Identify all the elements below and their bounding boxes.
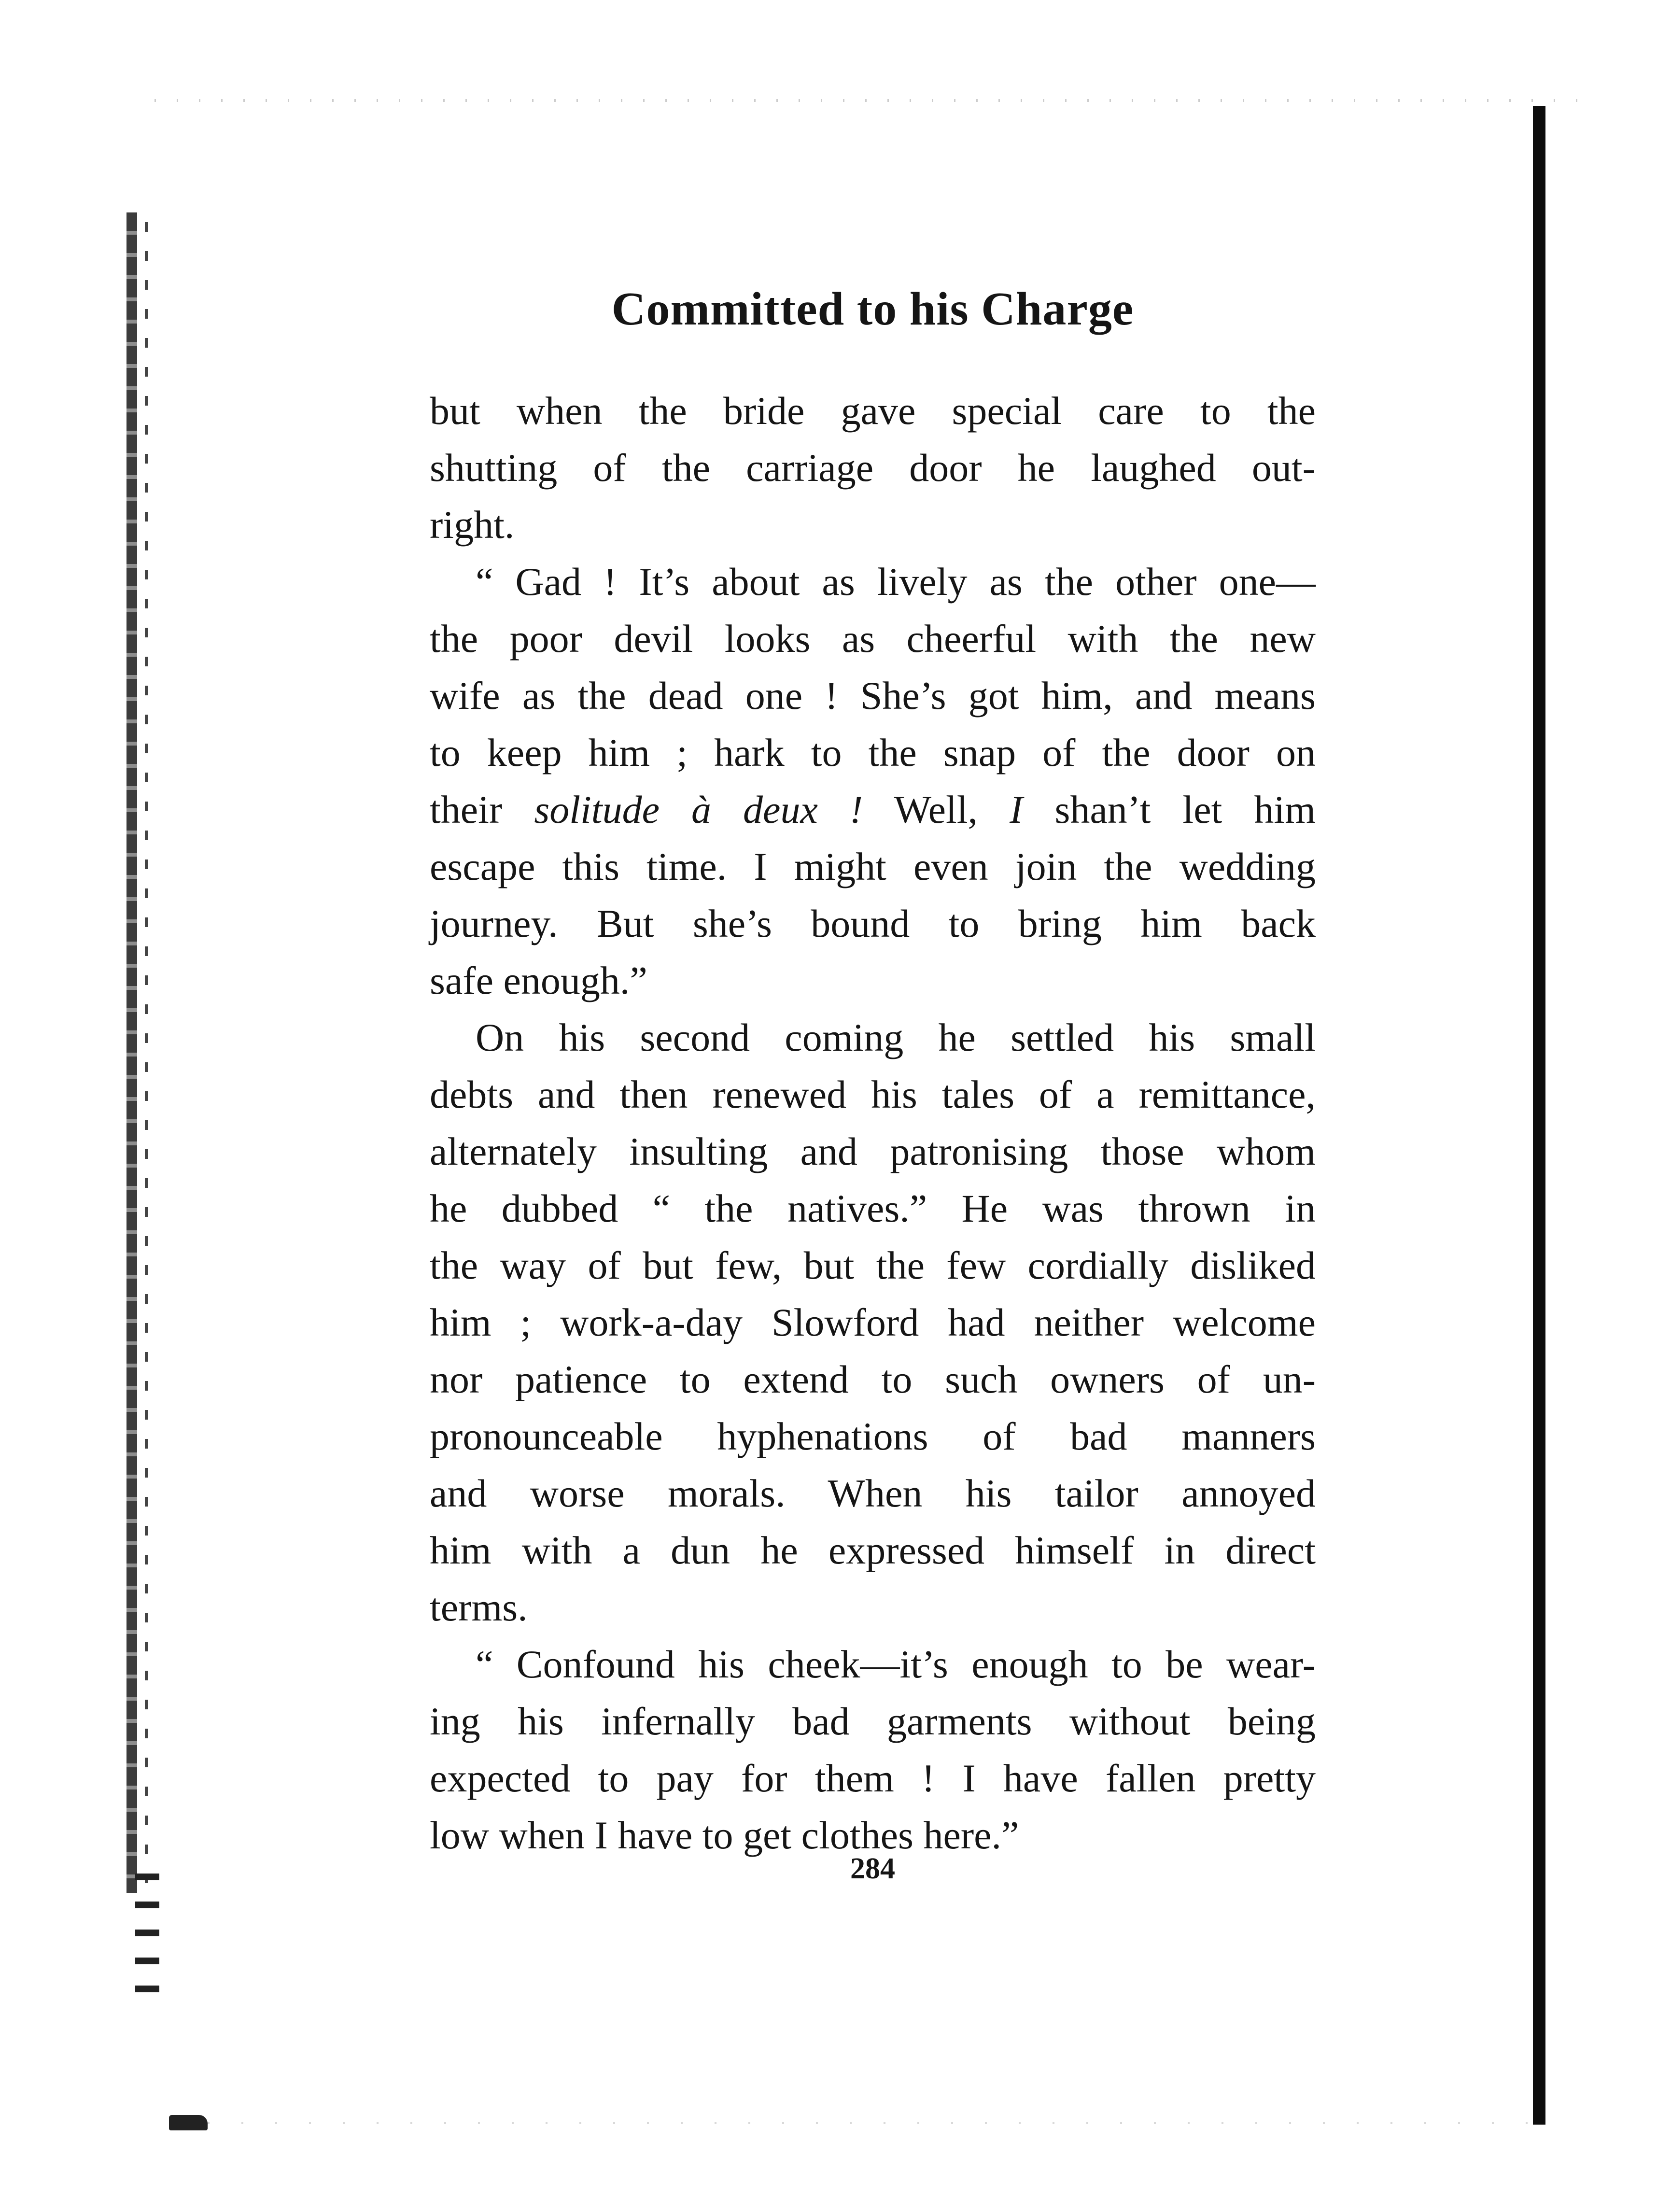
text-line: him with a dun he expressed himself in direct [430, 1528, 1316, 1572]
text-line: but when the bride gave special care to the [430, 389, 1316, 433]
text-line: terms. [430, 1585, 528, 1629]
text-line: On his second coming he settled his small [476, 1015, 1316, 1059]
scan-specks-bottom [208, 2122, 1535, 2124]
text-line: “ Confound his cheek—it’s enough to be wear- [476, 1642, 1316, 1686]
text-line: alternately insulting and patronising those whom [430, 1129, 1316, 1173]
text-run: shan’t let him [1023, 788, 1316, 831]
text-line: ing his infernally bad garments without being [430, 1699, 1316, 1743]
text-line: shutting of the carriage door he laughed out- [430, 446, 1316, 490]
scan-binding-marks [135, 1874, 159, 1999]
text-line: the way of but few, but the few cordially disliked [430, 1243, 1316, 1287]
text-line: wife as the dead one ! She’s got him, and means [430, 674, 1316, 718]
italic-word: I [1010, 788, 1023, 831]
text-line: “ Gad ! It’s about as lively as the other one— [476, 560, 1316, 604]
scan-corner-smudge [169, 2115, 208, 2130]
text-line: escape this time. I might even join the wedding [430, 845, 1316, 888]
text-line: pronounceable hyphenations of bad manners [430, 1414, 1316, 1458]
scan-page-edge-right [1533, 106, 1545, 2125]
running-head: Committed to his Charge [611, 283, 1134, 335]
text-line: him ; work-a-day Slowford had neither welcome [430, 1300, 1316, 1344]
text-line: and worse morals. When his tailor annoyed [430, 1471, 1316, 1515]
text-line [430, 781, 1316, 838]
page-body-text [430, 382, 1316, 1864]
text-line: journey. But she’s bound to bring him back [430, 902, 1316, 945]
scan-binding-shadow-left [145, 222, 148, 1883]
text-line: right. [430, 503, 515, 547]
text-line: safe enough.” [430, 958, 647, 1002]
scan-binding-edge-left [126, 212, 137, 1893]
text-run: their [430, 788, 534, 831]
page-number: 284 [850, 1852, 895, 1885]
text-line: debts and then renewed his tales of a remittance, [430, 1072, 1316, 1116]
text-line: the poor devil looks as cheerful with the new [430, 617, 1316, 661]
italic-phrase: solitude à deux ! [534, 788, 863, 831]
text-line: he dubbed “ the natives.” He was thrown in [430, 1186, 1316, 1230]
text-line: to keep him ; hark to the snap of the door on [430, 731, 1316, 775]
text-run: Well, [863, 788, 1010, 831]
text-line: low when I have to get clothes here.” [430, 1813, 1019, 1857]
text-line: expected to pay for them ! I have fallen pretty [430, 1756, 1316, 1800]
text-line: nor patience to extend to such owners of un- [430, 1357, 1316, 1401]
scan-specks-top [154, 99, 1584, 102]
